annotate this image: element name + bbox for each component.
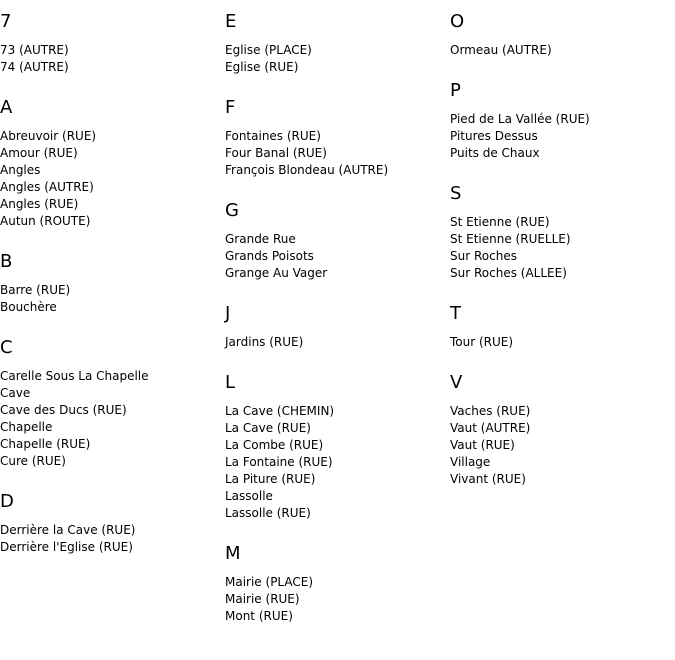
street-link[interactable]: Mont (RUE): [225, 609, 293, 623]
letter-group: [225, 304, 450, 351]
street-link[interactable]: Cure (RUE): [0, 454, 66, 468]
index-letter-heading: E: [225, 11, 237, 32]
street-link[interactable]: St Etienne (RUELLE): [450, 232, 571, 246]
street-list: [0, 522, 225, 556]
index-letter-heading: G: [225, 200, 239, 221]
street-link[interactable]: Derrière l'Eglise (RUE): [0, 540, 133, 554]
index-column: [0, 0, 225, 578]
street-list: [450, 42, 675, 59]
street-link[interactable]: Fontaines (RUE): [225, 129, 321, 143]
street-link[interactable]: Barre (RUE): [0, 283, 71, 297]
street-link[interactable]: 74 (AUTRE): [0, 60, 69, 74]
street-link[interactable]: Cave: [0, 386, 31, 400]
letter-group: [0, 252, 225, 316]
street-link[interactable]: François Blondeau (AUTRE): [225, 163, 389, 177]
letter-group: [450, 373, 675, 488]
index-letter-heading: A: [0, 97, 13, 118]
street-link[interactable]: Lassolle (RUE): [225, 506, 311, 520]
letter-group: [225, 98, 450, 179]
index-column: [450, 0, 675, 510]
street-link[interactable]: Carelle Sous La Chapelle: [0, 369, 149, 383]
street-link[interactable]: Bouchère: [0, 300, 57, 314]
street-list: [450, 334, 675, 351]
street-list: [225, 334, 450, 351]
street-list: [225, 574, 450, 625]
street-link[interactable]: Pied de La Vallée (RUE): [450, 112, 590, 126]
street-link[interactable]: Mairie (RUE): [225, 592, 300, 606]
street-link[interactable]: Vivant (RUE): [450, 472, 526, 486]
index-letter-heading: J: [225, 303, 231, 324]
street-link[interactable]: 73 (AUTRE): [0, 43, 69, 57]
street-link[interactable]: La Cave (CHEMIN): [225, 404, 335, 418]
index-letter-heading: 7: [0, 11, 12, 32]
street-list: [450, 111, 675, 162]
letter-group: [225, 201, 450, 282]
index-column: [225, 0, 450, 647]
street-link[interactable]: Jardins (RUE): [225, 335, 304, 349]
index-letter-heading: C: [0, 337, 13, 358]
street-link[interactable]: La Piture (RUE): [225, 472, 316, 486]
index-letter-heading: S: [450, 183, 462, 204]
letter-group: [450, 184, 675, 282]
street-link[interactable]: Sur Roches: [450, 249, 517, 263]
index-letter-heading: M: [225, 543, 241, 564]
street-link[interactable]: Grange Au Vager: [225, 266, 328, 280]
street-link[interactable]: Autun (ROUTE): [0, 214, 91, 228]
street-link[interactable]: Puits de Chaux: [450, 146, 540, 160]
letter-group: [225, 373, 450, 522]
street-link[interactable]: Chapelle: [0, 420, 53, 434]
street-list: [225, 42, 450, 76]
street-link[interactable]: Abreuvoir (RUE): [0, 129, 97, 143]
street-link[interactable]: Pitures Dessus: [450, 129, 538, 143]
street-link[interactable]: Vaut (AUTRE): [450, 421, 531, 435]
index-letter-heading: V: [450, 372, 463, 393]
street-list: [225, 128, 450, 179]
street-link[interactable]: Vaut (RUE): [450, 438, 515, 452]
street-link[interactable]: Tour (RUE): [450, 335, 514, 349]
street-link[interactable]: Lassolle: [225, 489, 273, 503]
street-link[interactable]: Ormeau (AUTRE): [450, 43, 552, 57]
street-link[interactable]: Eglise (PLACE): [225, 43, 312, 57]
street-link[interactable]: Grande Rue: [225, 232, 296, 246]
street-list: [0, 368, 225, 470]
street-link[interactable]: Sur Roches (ALLEE): [450, 266, 567, 280]
index-letter-heading: T: [450, 303, 461, 324]
letter-group: [0, 12, 225, 76]
street-list: [225, 403, 450, 522]
letter-group: [0, 98, 225, 230]
index-letter-heading: P: [450, 80, 461, 101]
index-letter-heading: D: [0, 491, 14, 512]
street-list: [0, 282, 225, 316]
index-letter-heading: F: [225, 97, 236, 118]
street-link[interactable]: Village: [450, 455, 491, 469]
street-link[interactable]: Chapelle (RUE): [0, 437, 91, 451]
letter-group: [225, 12, 450, 76]
index-letter-heading: O: [450, 11, 465, 32]
street-link[interactable]: Mairie (PLACE): [225, 575, 314, 589]
street-list: [450, 214, 675, 282]
street-link[interactable]: Angles (RUE): [0, 197, 79, 211]
index-letter-heading: L: [225, 372, 236, 393]
letter-group: [450, 81, 675, 162]
street-list: [450, 403, 675, 488]
street-link[interactable]: St Etienne (RUE): [450, 215, 550, 229]
street-link[interactable]: Cave des Ducs (RUE): [0, 403, 127, 417]
street-link[interactable]: Vaches (RUE): [450, 404, 531, 418]
street-link[interactable]: Grands Poisots: [225, 249, 314, 263]
letter-group: [0, 338, 225, 470]
street-link[interactable]: La Combe (RUE): [225, 438, 324, 452]
letter-group: [450, 12, 675, 59]
street-list: [0, 128, 225, 230]
street-link[interactable]: La Fontaine (RUE): [225, 455, 333, 469]
street-link[interactable]: La Cave (RUE): [225, 421, 311, 435]
street-link[interactable]: Angles: [0, 163, 41, 177]
street-link[interactable]: Derrière la Cave (RUE): [0, 523, 136, 537]
letter-group: [225, 544, 450, 625]
street-link[interactable]: Four Banal (RUE): [225, 146, 327, 160]
letter-group: [450, 304, 675, 351]
street-link[interactable]: Angles (AUTRE): [0, 180, 94, 194]
street-list: [225, 231, 450, 282]
street-link[interactable]: Amour (RUE): [0, 146, 78, 160]
street-link[interactable]: Eglise (RUE): [225, 60, 299, 74]
letter-group: [0, 492, 225, 556]
index-letter-heading: B: [0, 251, 13, 272]
street-list: [0, 42, 225, 76]
